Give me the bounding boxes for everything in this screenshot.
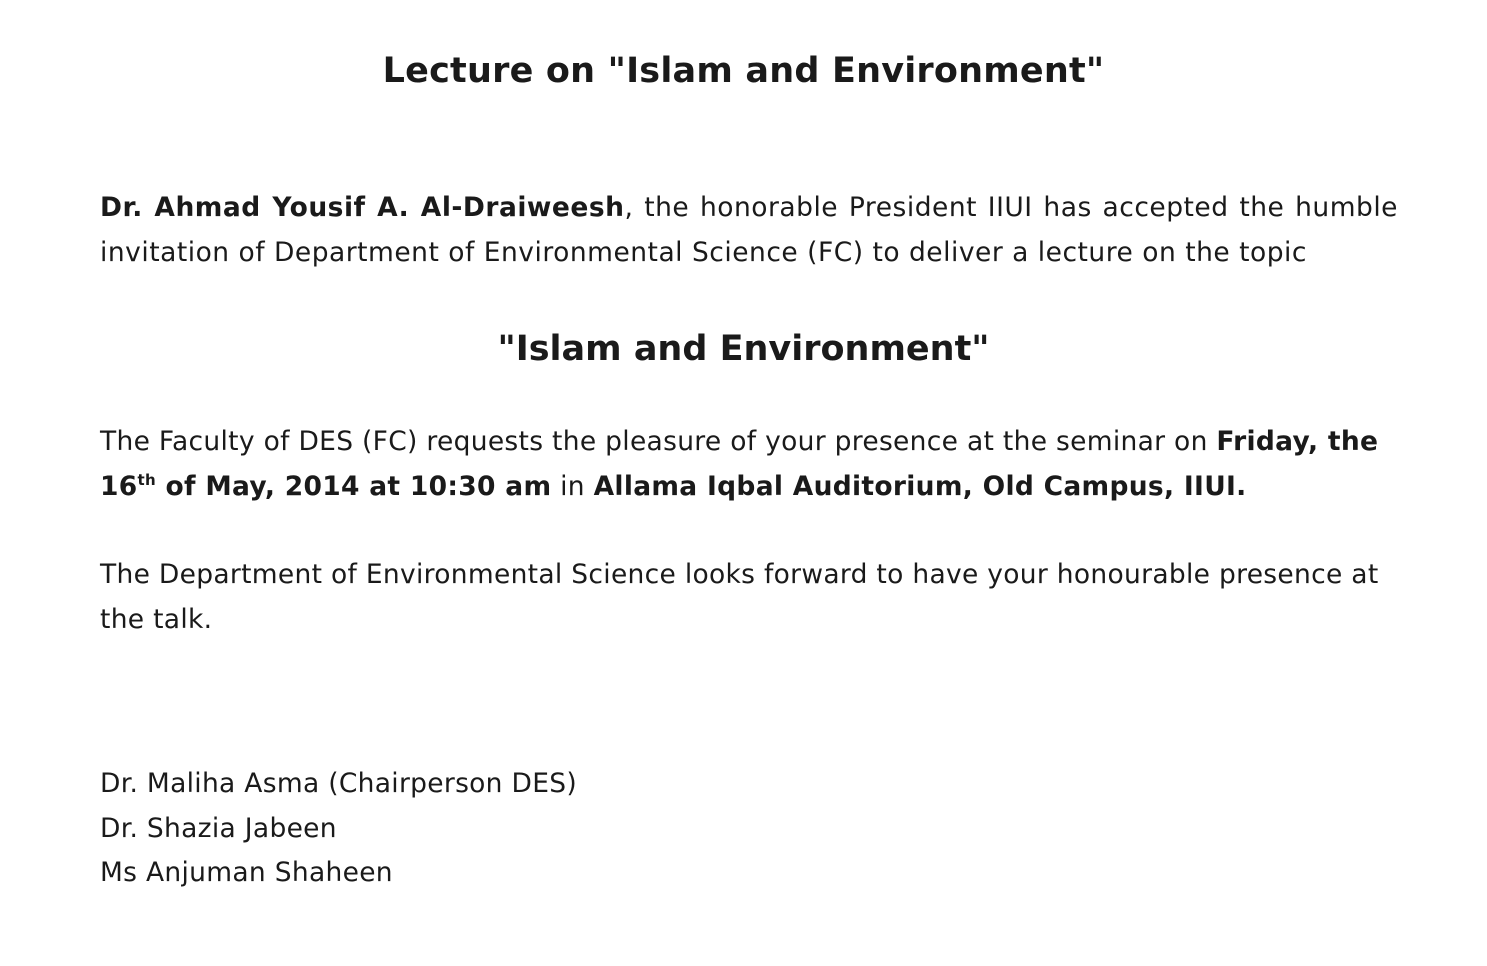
invitation-text: The Faculty of DES (FC) requests the pleasure of your presence at the seminar on (100, 426, 1217, 457)
event-venue: Allama Iqbal Auditorium, Old Campus, IIUI. (593, 470, 1247, 502)
intro-paragraph (100, 186, 1398, 275)
event-date-ordinal: th (137, 470, 156, 489)
speaker-name: Dr. Ahmad Yousif A. Al-Draiweesh (100, 192, 625, 223)
event-date-suffix: of May, 2014 at 10:30 am (155, 470, 552, 502)
intro-text: , the honorable President IIUI has accepted the humble invitation of Department of Environmental Science (FC) to deliver a lecture on the topic (100, 192, 1398, 268)
closing-paragraph: The Department of Environmental Science looks forward to have your honourable presence at the talk. (100, 559, 1379, 635)
signatory-chairperson: Dr. Maliha Asma (Chairperson DES) (100, 768, 578, 799)
document-title: Lecture on "Islam and Environment" (382, 51, 1105, 91)
event-date-prefix: Friday, the 16 (100, 426, 1379, 502)
lecture-topic: "Islam and Environment" (497, 329, 990, 369)
invitation-connector: in (551, 470, 594, 502)
signatory-third: Ms Anjuman Shaheen (100, 857, 393, 888)
signatories (100, 762, 1000, 896)
invitation-paragraph (100, 420, 1398, 509)
signatory-second: Dr. Shazia Jabeen (100, 812, 337, 844)
